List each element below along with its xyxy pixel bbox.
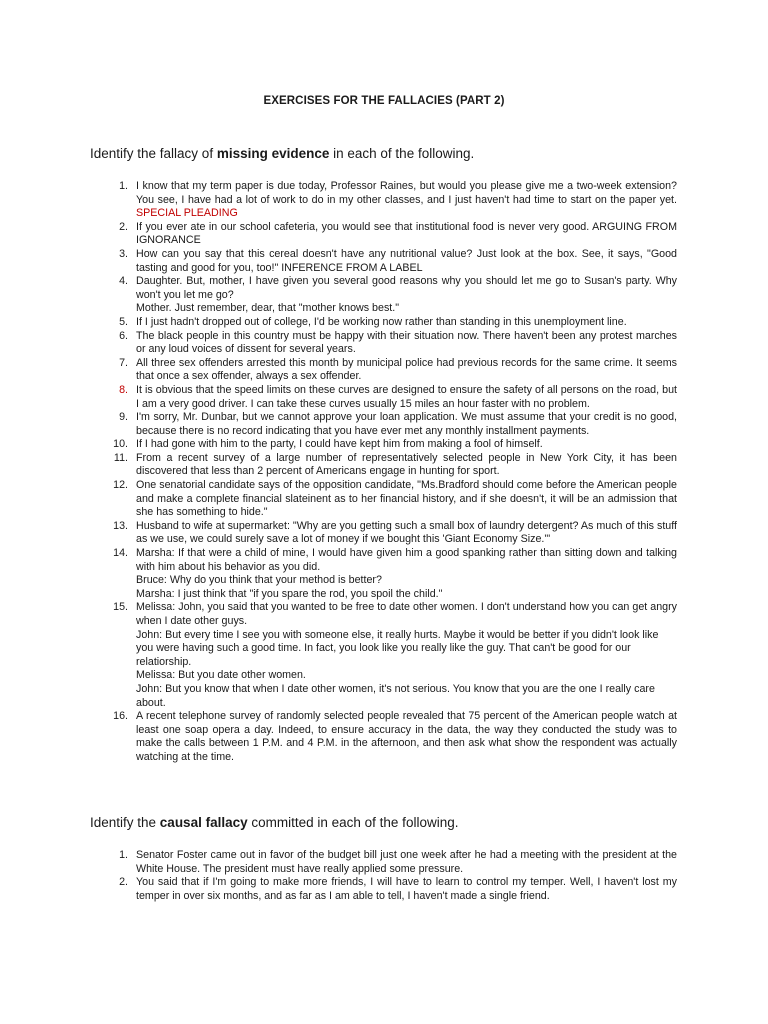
- item-text: You said that if I'm going to make more friends, I will have to learn to control my temper. Well, I haven't lost my temper in over six months, and as far as I am able to tell, I haven't made a single friend.: [136, 876, 677, 902]
- item-text: Husband to wife at supermarket: "Why are you getting such a small box of laundry detergent? As much of this stuff as we use, we could surely save a lot of money if we bought this 'Giant Economy Size.'": [136, 519, 677, 546]
- item-text: One senatorial candidate says of the opposition candidate, "Ms.Bradford should come before the American people and make a complete financial slateinent as to her financial history, and if she doesn't, it will be an admission that she has something to hide.": [136, 479, 677, 519]
- item-text: Melissa: John, you said that you wanted to be free to date other women. I don't understand how you can get angry when I date other guys.: [136, 601, 677, 627]
- list-item: [0, 221, 677, 248]
- item-number: 1.: [119, 180, 128, 192]
- dialogue-line: Marsha: I just think that "if you spare the rod, you spoil the child.": [136, 587, 443, 600]
- item-number: 7.: [119, 356, 128, 369]
- section2-intro: [90, 815, 458, 830]
- item-number: 11.: [113, 451, 128, 464]
- list-item: [0, 411, 677, 438]
- list-item: [0, 452, 677, 479]
- section2-intro-before: Identify the: [90, 815, 160, 830]
- item-text: How can you say that this cereal doesn't have any nutritional value? Just look at the box. See, it says, "Good tasting and good for you, too!" INFERENCE FROM A LABEL: [136, 247, 677, 274]
- item-number: 1.: [119, 849, 128, 861]
- item-number: 15.: [113, 601, 128, 614]
- item-number: 10.: [113, 438, 128, 451]
- item-number: 9.: [119, 411, 128, 424]
- item-text: Senator Foster came out in favor of the budget bill just one week after he had a meeting with the president at the White House. The president must have really applied some pressure.: [136, 849, 677, 875]
- section1-intro: [90, 146, 474, 161]
- list-item: [0, 479, 677, 520]
- list-item: [0, 275, 677, 316]
- item-number: 4.: [119, 275, 128, 288]
- item-number: 6.: [119, 329, 128, 342]
- item-number: 13.: [113, 519, 128, 532]
- list-item: [0, 438, 677, 452]
- item-text: From a recent survey of a large number of representatively selected people in New York City, it has been discovered that less than 2 percent of Americans engage in hunting for sport.: [136, 451, 677, 478]
- item-number: 14.: [113, 547, 128, 560]
- item-text: If I just hadn't dropped out of college, I'd be working now rather than standing in this unemployment line.: [136, 315, 627, 328]
- section1-exercise-list: [0, 180, 768, 765]
- dialogue-line: Bruce: Why do you think that your method is better?: [136, 574, 382, 587]
- list-item: [0, 601, 677, 710]
- dialogue-line: Melissa: But you date other women.: [136, 669, 306, 682]
- list-item: [0, 316, 677, 330]
- list-item: [0, 849, 677, 876]
- item-number: 2.: [119, 876, 128, 889]
- item-number: 3.: [119, 247, 128, 260]
- section2-intro-after: committed in each of the following.: [247, 815, 459, 830]
- dialogue-line: John: But you know that when I date other women, it's not serious. You know that you are the one I really care about.: [136, 682, 655, 709]
- list-item: [0, 248, 677, 275]
- dialogue-line: Mother. Just remember, dear, that "mother knows best.": [136, 302, 400, 315]
- list-item: [0, 520, 677, 547]
- page-title: EXERCISES FOR THE FALLACIES (PART 2): [263, 95, 505, 107]
- item-number: 2.: [119, 220, 128, 233]
- item-text: Daughter. But, mother, I have given you several good reasons why you should let me go to Susan's party. Why won't you let me go?: [136, 275, 677, 301]
- fallacy-answer-label: SPECIAL PLEADING: [136, 207, 238, 220]
- item-text: It is obvious that the speed limits on these curves are designed to ensure the safety of all persons on the road, but I am a very good driver. I can take these curves usually 15 miles an hour faster with no problem.: [136, 383, 677, 410]
- item-text: A recent telephone survey of randomly selected people revealed that 75 percent of the American people watch at least one soap opera a day. Indeed, to ensure accuracy in the data, the way they conducted the study was to make the calls between 1 P.M. and 4 P.M. in the afternoon, and then ask what show the respondent was actually watching at the time.: [136, 710, 677, 763]
- list-item: [0, 384, 677, 411]
- section1-intro-before: Identify the fallacy of: [90, 146, 217, 161]
- dialogue-line: John: But every time I see you with someone else, it really hurts. Maybe it would be better if you didn't look like you were having such a good time. In fact, you look like you really like the guy. That can't be good for our relatiorship.: [136, 628, 659, 668]
- section1-intro-after: in each of the following.: [329, 146, 475, 161]
- item-text: I know that my term paper is due today, Professor Raines, but would you please give me a two-week extension? You see, I have had a lot of work to do in my other classes, and I just haven't had time to start on the paper yet.: [136, 180, 677, 206]
- list-item: [0, 547, 677, 601]
- list-item: [0, 330, 677, 357]
- item-text: If I had gone with him to the party, I could have kept him from making a fool of himself.: [136, 438, 543, 451]
- item-number: 12.: [113, 479, 128, 492]
- section2-intro-bold: causal fallacy: [159, 815, 248, 830]
- item-number: 16.: [113, 710, 128, 723]
- section2-exercise-list: [0, 849, 768, 903]
- item-text: The black people in this country must be happy with their situation now. There haven't been any protest marches or any loud voices of dissent for several years.: [136, 329, 677, 356]
- list-item: [0, 876, 677, 903]
- list-item: [0, 357, 677, 384]
- section1-intro-bold: missing evidence: [216, 146, 330, 161]
- list-item: [0, 710, 677, 764]
- item-text: I'm sorry, Mr. Dunbar, but we cannot approve your loan application. We must assume that your credit is no good, because there is no record indicating that you have ever met any monthly installment payments.: [136, 411, 677, 437]
- item-text: If you ever ate in our school cafeteria, you would see that institutional food is never very good. ARGUING FROM IGNORANCE: [136, 220, 677, 247]
- list-item: [0, 180, 677, 221]
- item-text: Marsha: If that were a child of mine, I would have given him a good spanking rather than sitting down and talking with him about his behavior as you did.: [136, 547, 677, 573]
- item-number: 5.: [119, 315, 128, 328]
- item-number: 8.: [119, 383, 128, 396]
- item-text: All three sex offenders arrested this month by municipal police had previous records for the same crime. It seems that once a sex offender, always a sex offender.: [136, 356, 677, 383]
